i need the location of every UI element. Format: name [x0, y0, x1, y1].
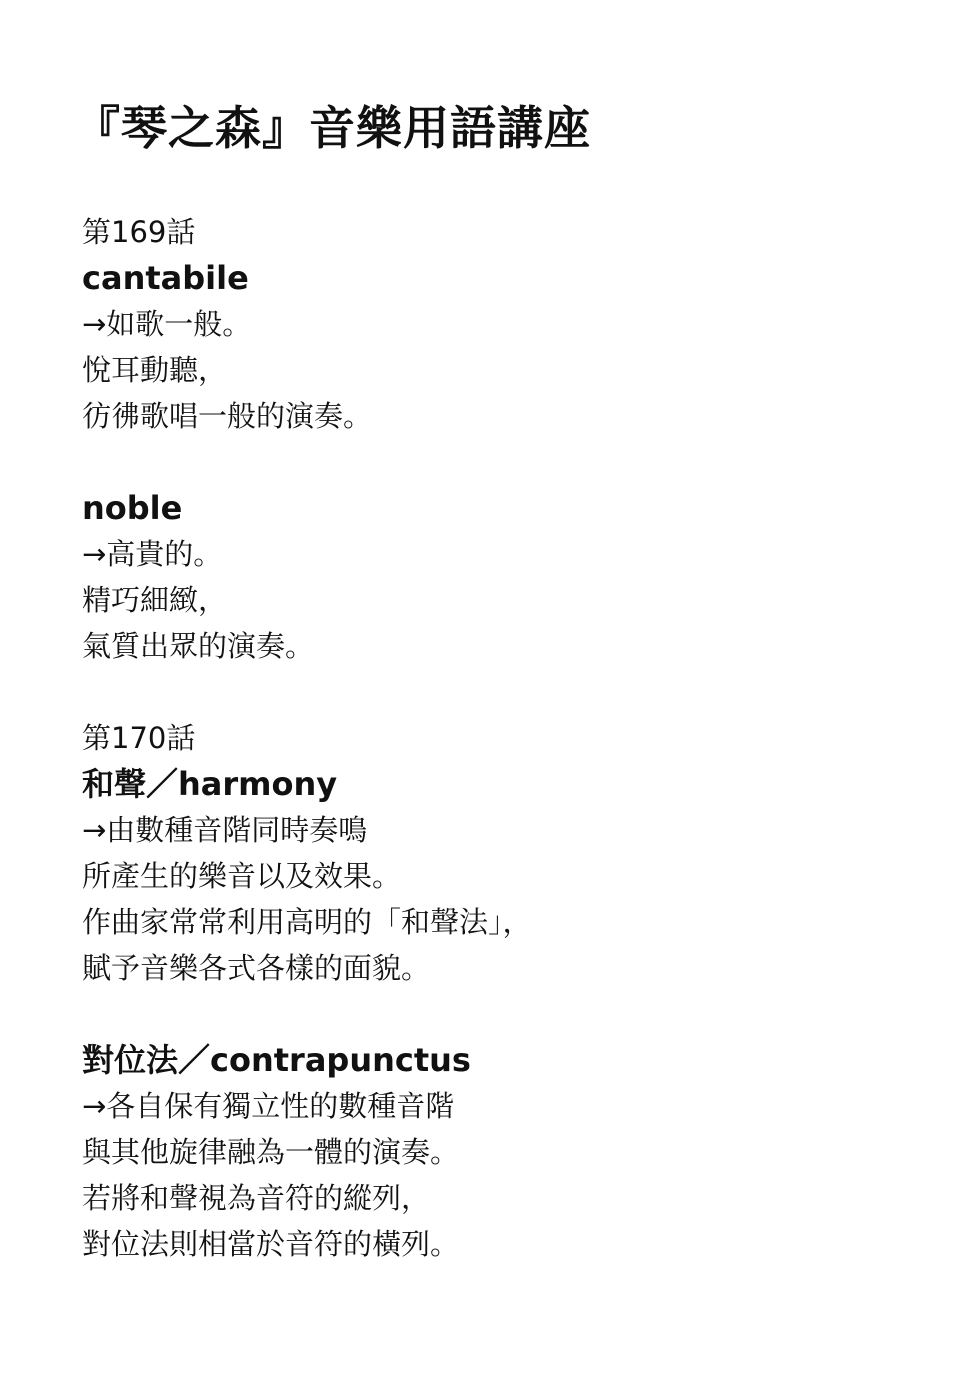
term-heading: noble — [82, 489, 183, 527]
definition-line: 賦予音樂各式各樣的面貌。 — [82, 951, 431, 985]
spacer — [82, 991, 902, 1037]
definition-line: →如歌一般。 — [82, 307, 252, 341]
definition-line: 對位法則相當於音符的橫列。 — [82, 1227, 460, 1261]
definition-line: →由數種音階同時奏鳴 — [82, 813, 368, 847]
definition-line: 精巧細緻， — [82, 583, 228, 617]
term-heading: 和聲／harmony — [82, 765, 338, 803]
term-entry-cantabile — [82, 255, 902, 439]
spacer — [82, 439, 902, 485]
definition-line: 若將和聲視為音符的縱列， — [82, 1181, 431, 1215]
episode-label: 第169話 — [82, 215, 196, 249]
glossary-page — [74, 96, 902, 1267]
term-heading: cantabile — [82, 259, 249, 297]
episode-169 — [82, 209, 902, 669]
definition-line: 彷彿歌唱一般的演奏。 — [82, 399, 373, 433]
term-entry-noble — [82, 485, 902, 669]
definition-line: 悅耳動聽， — [82, 353, 228, 387]
spacer — [82, 669, 902, 715]
episode-170 — [82, 715, 902, 1267]
term-entry-contrapunctus — [82, 1037, 902, 1267]
definition-line: 與其他旋律融為一體的演奏。 — [82, 1135, 460, 1169]
definition-line: 氣質出眾的演奏。 — [82, 629, 315, 663]
definition-line: 作曲家常常利用高明的「和聲法」， — [82, 905, 532, 939]
definition-line: →高貴的。 — [82, 537, 223, 571]
glossary-entries — [82, 209, 902, 1267]
episode-label: 第170話 — [82, 721, 196, 755]
term-entry-harmony — [82, 761, 902, 991]
definition-line: →各自保有獨立性的數種音階 — [82, 1089, 455, 1123]
term-heading: 對位法／contrapunctus — [82, 1041, 471, 1079]
page-title: 『琴之森』音樂用語講座 — [74, 101, 591, 155]
definition-line: 所產生的樂音以及效果。 — [82, 859, 402, 893]
